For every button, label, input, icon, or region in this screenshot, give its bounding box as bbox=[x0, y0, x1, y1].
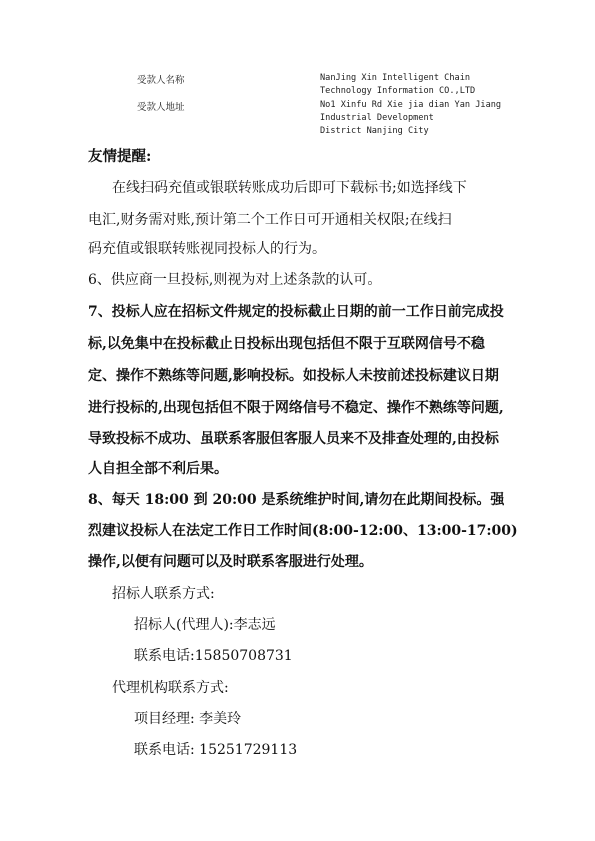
clause-7-line: 7、投标人应在招标文件规定的投标截止日期的前一工作日前完成投 bbox=[88, 304, 504, 320]
payee-name-value bbox=[320, 72, 570, 98]
payee-name-label: 受款人名称 bbox=[137, 75, 185, 86]
clause-7-line: 人自担全部不利后果。 bbox=[88, 461, 228, 477]
clause-7-line: 定、操作不熟练等问题,影响投标。如投标人未按前述投标建议日期 bbox=[88, 368, 499, 384]
payee-address-line: District Nanjing City bbox=[320, 126, 429, 136]
reminder-line: 在线扫码充值或银联转账成功后即可下载标书;如选择线下 bbox=[112, 180, 467, 196]
clause-8-line: 8、每天 18:00 到 20:00 是系统维护时间,请勿在此期间投标。强 bbox=[88, 492, 505, 508]
tenderer-heading: 招标人联系方式: bbox=[112, 586, 215, 602]
tenderer-contact: 招标人(代理人):李志远 bbox=[134, 617, 276, 633]
reminder-heading: 友情提醒: bbox=[88, 148, 152, 165]
clause-6: 6、供应商一旦投标,则视为对上述条款的认可。 bbox=[88, 272, 382, 288]
clause-7-line: 进行投标的,出现包括但不限于网络信号不稳定、操作不熟练等问题, bbox=[88, 400, 504, 416]
clause-7-line: 导致投标不成功、虽联系客服但客服人员来不及排查处理的,由投标 bbox=[88, 431, 499, 447]
clause-8-line: 操作,以便有问题可以及时联系客服进行处理。 bbox=[88, 554, 373, 570]
clause-8-line: 烈建议投标人在法定工作日工作时间(8:00-12:00、13:00-17:00) bbox=[88, 523, 518, 539]
payee-name-line: Technology Information CO.,LTD bbox=[320, 86, 476, 96]
reminder-line: 电汇,财务需对账,预计第二个工作日可开通相关权限;在线扫 bbox=[88, 212, 452, 228]
clause-7-line: 标,以免集中在投标截止日投标出现包括但不限于互联网信号不稳 bbox=[88, 336, 485, 352]
agency-phone: 联系电话: 15251729113 bbox=[134, 742, 298, 758]
payee-name-line: NanJing Xin Intelligent Chain bbox=[320, 73, 471, 83]
agency-heading: 代理机构联系方式: bbox=[112, 680, 229, 696]
agency-manager: 项目经理: 李美玲 bbox=[134, 711, 242, 727]
payee-address-line: Industrial Development bbox=[320, 113, 434, 123]
payee-address-value bbox=[320, 99, 570, 138]
payee-address-line: No1 Xinfu Rd Xie jia dian Yan Jiang bbox=[320, 100, 502, 110]
reminder-line: 码充值或银联转账视同投标人的行为。 bbox=[88, 241, 326, 257]
payee-address-label: 受款人地址 bbox=[137, 102, 185, 113]
tenderer-phone: 联系电话:15850708731 bbox=[134, 648, 293, 664]
